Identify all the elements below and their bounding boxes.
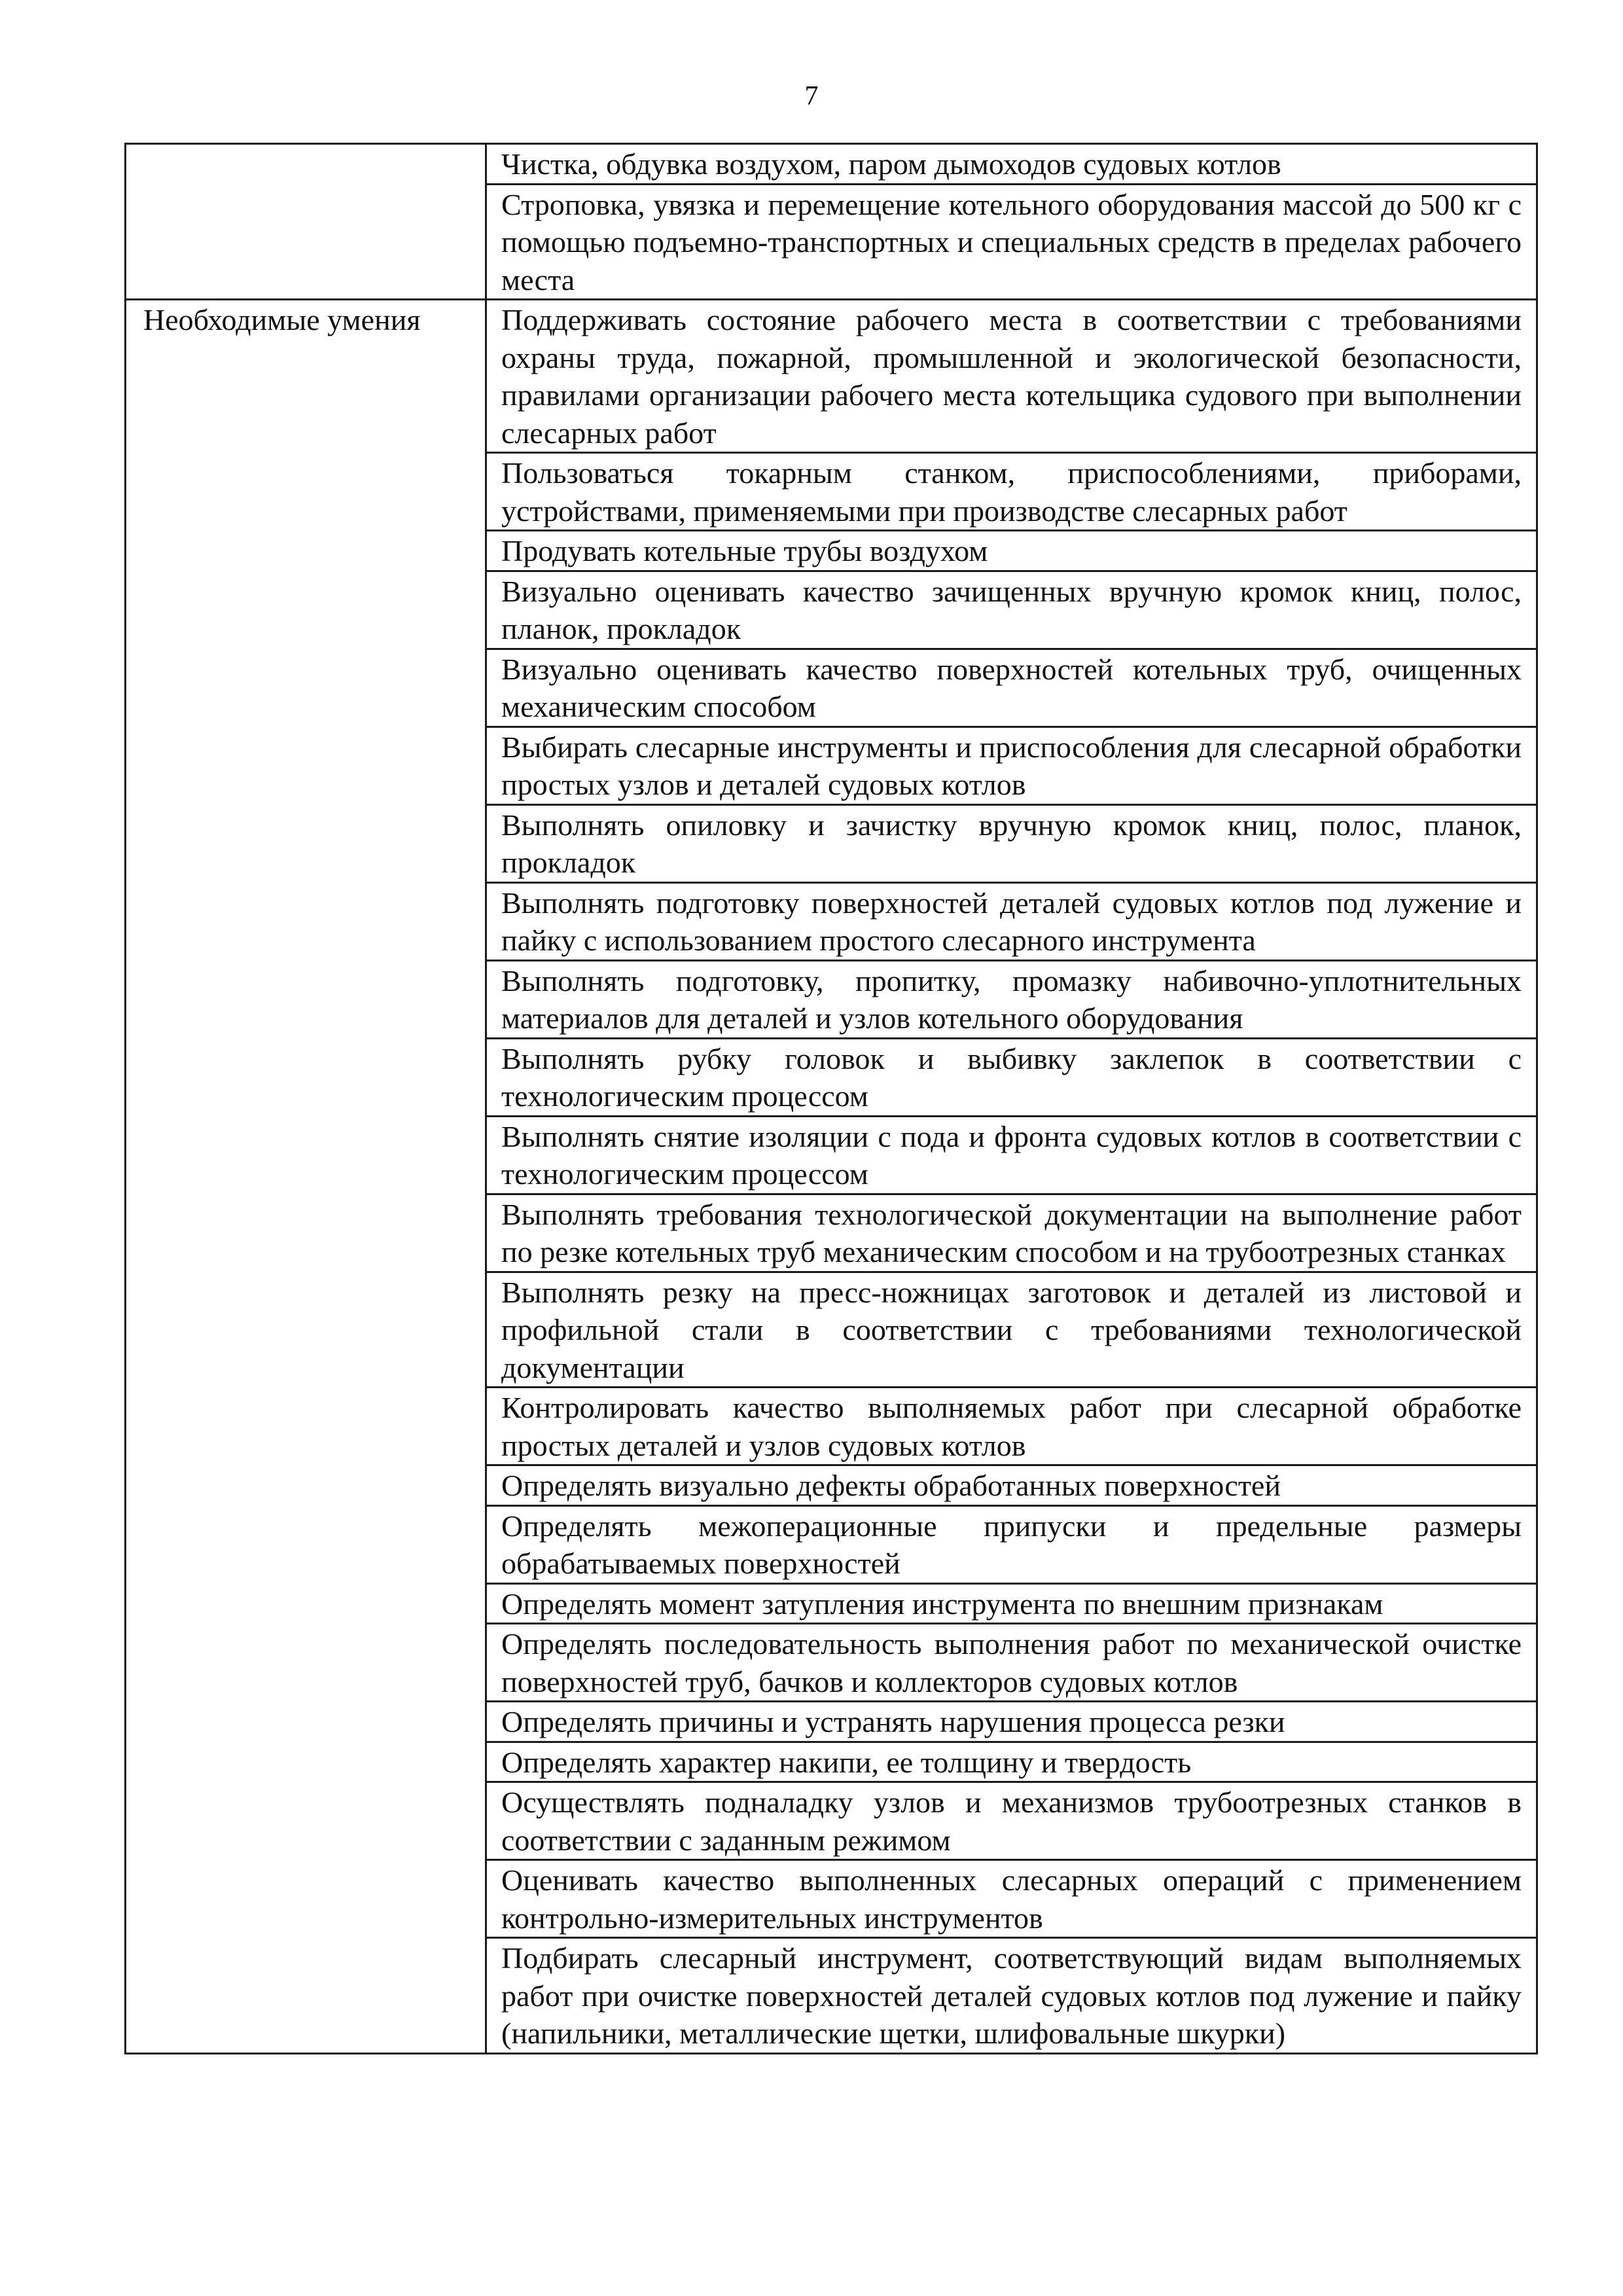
table-cell-item: Продувать котельные трубы воздухом xyxy=(486,531,1537,571)
table-cell-item: Выполнять подготовку поверхностей деталей судовых котлов под лужение и пайку с использованием простого слесарного инструмента xyxy=(486,882,1537,960)
table-cell-item: Определять момент затупления инструмента по внешним признакам xyxy=(486,1583,1537,1624)
table-cell-item: Выбирать слесарные инструменты и приспособления для слесарной обработки простых узлов и деталей судовых котлов xyxy=(486,726,1537,804)
section-label-cell: Необходимые умения xyxy=(126,300,486,2054)
table-cell-item: Визуально оценивать качество поверхностей котельных труб, очищенных механическим способом xyxy=(486,649,1537,726)
table-cell-item: Определять причины и устранять нарушения процесса резки xyxy=(486,1702,1537,1742)
table-cell-item: Строповка, увязка и перемещение котельного оборудования массой до 500 кг с помощью подъемно-транспортных и специальных средств в пределах рабочего места xyxy=(486,184,1537,300)
table-cell-item: Выполнять опиловку и зачистку вручную кромок книц, полос, планок, прокладок xyxy=(486,804,1537,882)
table-row xyxy=(126,300,1537,453)
table-cell-item: Осуществлять подналадку узлов и механизмов трубоотрезных станков в соответствии с заданным режимом xyxy=(486,1782,1537,1860)
table-cell-item: Выполнять рубку головок и выбивку заклепок в соответствии с технологическим процессом xyxy=(486,1038,1537,1116)
table-row xyxy=(126,144,1537,185)
table-cell-item: Подбирать слесарный инструмент, соответствующий видам выполняемых работ при очистке поверхностей деталей судовых котлов под лужение и пайку (напильники, металлические щетки, шлифовальные шкурки) xyxy=(486,1938,1537,2054)
page-number: 7 xyxy=(804,81,819,111)
requirements-table xyxy=(124,143,1538,2054)
table-cell-item: Определять характер накипи, ее толщину и твердость xyxy=(486,1742,1537,1782)
table-cell-item: Оценивать качество выполненных слесарных операций с применением контрольно-измерительных инструментов xyxy=(486,1860,1537,1938)
table-cell-item: Выполнять снятие изоляции с пода и фронта судовых котлов в соответствии с технологическим процессом xyxy=(486,1116,1537,1194)
table-cell-item: Визуально оценивать качество зачищенных вручную кромок книц, полос, планок, прокладок xyxy=(486,571,1537,649)
table-cell-item: Определять последовательность выполнения работ по механической очистке поверхностей труб, бачков и коллекторов судовых котлов xyxy=(486,1624,1537,1702)
table-cell-item: Выполнять требования технологической документации на выполнение работ по резке котельных труб механическим способом и на трубоотрезных станках xyxy=(486,1194,1537,1272)
table-cell-item: Пользоваться токарным станком, приспособлениями, приборами, устройствами, применяемыми при производстве слесарных работ xyxy=(486,453,1537,531)
table-cell-item: Определять визуально дефекты обработанных поверхностей xyxy=(486,1465,1537,1506)
table-cell-item: Определять межоперационные припуски и предельные размеры обрабатываемых поверхностей xyxy=(486,1505,1537,1583)
table-cell-item: Выполнять подготовку, пропитку, промазку набивочно-уплотнительных материалов для деталей и узлов котельного оборудования xyxy=(486,960,1537,1038)
table-cell-item: Контролировать качество выполняемых работ при слесарной обработке простых деталей и узлов судовых котлов xyxy=(486,1388,1537,1465)
requirements-table-body xyxy=(126,144,1537,2054)
table-cell-item: Чистка, обдувка воздухом, паром дымоходов судовых котлов xyxy=(486,144,1537,185)
continued-label-cell xyxy=(126,144,486,300)
table-cell-item: Выполнять резку на пресс-ножницах заготовок и деталей из листовой и профильной стали в соответствии с требованиями технологической документации xyxy=(486,1272,1537,1388)
table-cell-item: Поддерживать состояние рабочего места в соответствии с требованиями охраны труда, пожарной, промышленной и экологической безопасности, правилами организации рабочего места котельщика судового при выполнении слесарных работ xyxy=(486,300,1537,453)
